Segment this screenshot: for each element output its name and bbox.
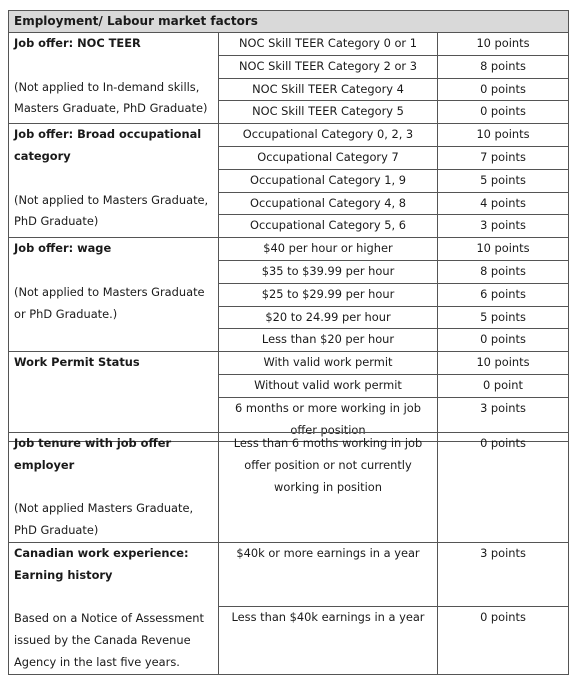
points-cell: 0 points bbox=[438, 78, 569, 101]
work-permit-label-cell bbox=[9, 352, 219, 442]
factors-table-continued bbox=[8, 432, 569, 675]
broad-category-note-1: (Not applied to Masters Graduate, bbox=[14, 192, 209, 207]
work-permit-label: Work Permit Status bbox=[14, 355, 140, 370]
points-cell: 8 points bbox=[438, 260, 569, 283]
criteria-cell: Less than $40k earnings in a year bbox=[219, 606, 438, 674]
job-tenure-criteria-2: offer position or not currently bbox=[244, 457, 412, 472]
points-cell: 3 points bbox=[438, 542, 569, 606]
points-cell: 8 points bbox=[438, 55, 569, 78]
points-cell: 0 points bbox=[438, 329, 569, 352]
points-cell: 3 points bbox=[438, 397, 569, 442]
job-tenure-label-1: Job tenure with job offer bbox=[14, 436, 172, 450]
work-experience-note-1: Based on a Notice of Assessment bbox=[14, 611, 204, 626]
criteria-cell: $35 to $39.99 per hour bbox=[219, 260, 438, 283]
points-cell: 5 points bbox=[438, 306, 569, 329]
job-tenure-criteria-3: working in position bbox=[274, 479, 382, 494]
points-cell: 10 points bbox=[438, 352, 569, 375]
criteria-cell: Occupational Category 1, 9 bbox=[219, 169, 438, 192]
points-cell: 3 points bbox=[438, 215, 569, 238]
work-experience-note-3: Agency in the last five years. bbox=[14, 654, 180, 669]
criteria-cell: With valid work permit bbox=[219, 352, 438, 375]
criteria-cell: Occupational Category 0, 2, 3 bbox=[219, 124, 438, 147]
criteria-cell: $20 to 24.99 per hour bbox=[219, 306, 438, 329]
wage-label-cell bbox=[9, 238, 219, 352]
job-tenure-note-1: (Not applied Masters Graduate, bbox=[14, 501, 194, 516]
wage-note-2: or PhD Graduate.) bbox=[14, 306, 118, 321]
broad-category-note-2: PhD Graduate) bbox=[14, 214, 99, 229]
noc-teer-label: Job offer: NOC TEER bbox=[14, 36, 141, 50]
criteria-cell: NOC Skill TEER Category 2 or 3 bbox=[219, 55, 438, 78]
work-experience-label-2: Earning history bbox=[14, 567, 113, 582]
criteria-cell: NOC Skill TEER Category 0 or 1 bbox=[219, 33, 438, 56]
job-tenure-label-2: employer bbox=[14, 457, 75, 472]
points-cell: 10 points bbox=[438, 124, 569, 147]
points-cell: 10 points bbox=[438, 33, 569, 56]
broad-category-label-cell bbox=[9, 124, 219, 238]
points-cell: 0 points bbox=[438, 101, 569, 124]
job-tenure-label-cell bbox=[9, 433, 219, 543]
points-cell: 0 point bbox=[438, 374, 569, 397]
criteria-cell: Occupational Category 5, 6 bbox=[219, 215, 438, 238]
criteria-cell: Occupational Category 7 bbox=[219, 146, 438, 169]
job-tenure-criteria-1: Less than 6 moths working in job bbox=[233, 436, 423, 450]
points-cell: 6 points bbox=[438, 283, 569, 306]
criteria-cell: $40 per hour or higher bbox=[219, 238, 438, 261]
noc-teer-note-2: Masters Graduate, PhD Graduate) bbox=[14, 101, 208, 116]
criteria-cell: Without valid work permit bbox=[219, 374, 438, 397]
criteria-cell: $40k or more earnings in a year bbox=[219, 542, 438, 606]
tenure-positive-criteria-2: offer position bbox=[290, 422, 366, 437]
factors-table bbox=[8, 10, 569, 442]
criteria-cell: NOC Skill TEER Category 5 bbox=[219, 101, 438, 124]
points-cell: 0 points bbox=[438, 433, 569, 543]
criteria-cell: $25 to $29.99 per hour bbox=[219, 283, 438, 306]
criteria-cell: Less than $20 per hour bbox=[219, 329, 438, 352]
points-cell: 10 points bbox=[438, 238, 569, 261]
job-tenure-note-2: PhD Graduate) bbox=[14, 523, 99, 538]
work-experience-label-1: Canadian work experience: bbox=[14, 545, 189, 560]
criteria-cell: Occupational Category 4, 8 bbox=[219, 192, 438, 215]
points-cell: 7 points bbox=[438, 146, 569, 169]
table-title: Employment/ Labour market factors bbox=[9, 11, 569, 33]
job-tenure-criteria-cell bbox=[219, 433, 438, 543]
noc-teer-note-1: (Not applied to In-demand skills, bbox=[14, 79, 200, 94]
points-cell: 0 points bbox=[438, 606, 569, 674]
wage-note-1: (Not applied to Masters Graduate bbox=[14, 284, 205, 299]
points-cell: 5 points bbox=[438, 169, 569, 192]
noc-teer-label-cell bbox=[9, 33, 219, 124]
criteria-cell: NOC Skill TEER Category 4 bbox=[219, 78, 438, 101]
points-cell: 4 points bbox=[438, 192, 569, 215]
work-experience-label-cell bbox=[9, 542, 219, 674]
tenure-positive-criteria-1: 6 months or more working in job bbox=[235, 400, 421, 415]
broad-category-label-1: Job offer: Broad occupational bbox=[14, 127, 202, 142]
wage-label: Job offer: wage bbox=[14, 241, 112, 256]
work-experience-note-2: issued by the Canada Revenue bbox=[14, 633, 191, 648]
broad-category-label-2: category bbox=[14, 148, 71, 163]
